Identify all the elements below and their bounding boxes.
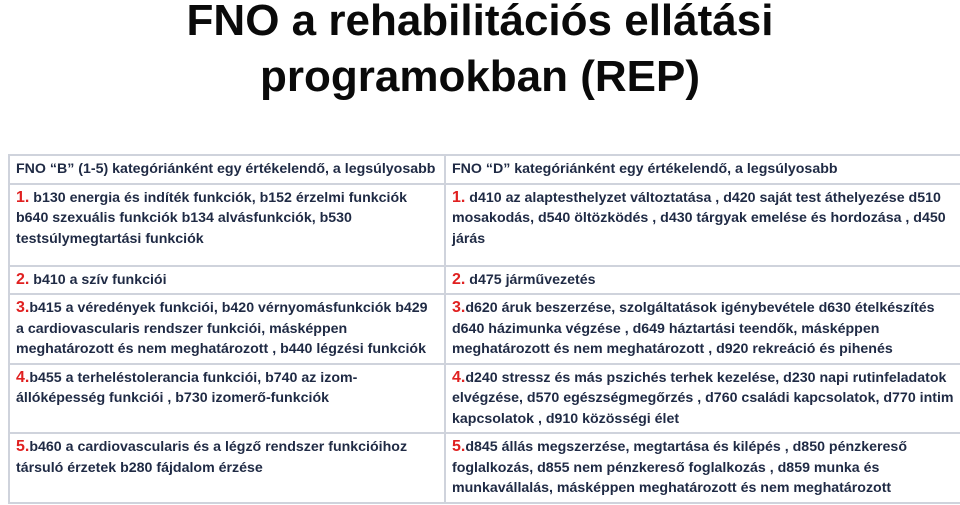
fno-table xyxy=(8,154,960,504)
left-cell xyxy=(9,294,445,364)
item-text: d240 stressz és más pszichés terhek kezelése, d230 napi rutinfeladatok elvégzése, d570 egészségmegőrzés , d760 családi kapcsolatok, d770 intim kapcsolatok , d910 közösségi élet xyxy=(452,369,954,427)
right-header: FNO “D” kategóriánként egy értékelendő, a legsúlyosabb xyxy=(445,155,960,184)
left-cell xyxy=(9,184,445,266)
left-cell xyxy=(9,266,445,295)
item-text: b410 a szív funkciói xyxy=(29,271,167,288)
item-text: d845 állás megszerzése, megtartása és kilépés , d850 pénzkereső foglalkozás, d855 nem pénzkereső foglalkozás , d859 munka és munkavállalás, másképpen meghatározott és nem meghatározott xyxy=(452,439,907,496)
table-row xyxy=(9,294,960,364)
left-header: FNO “B” (1-5) kategóriánként egy értékelendő, a legsúlyosabb xyxy=(9,155,445,184)
item-number: 1. xyxy=(16,188,30,206)
title-line-1: FNO a rehabilitációs ellátási xyxy=(186,0,774,45)
item-number: 5. xyxy=(452,438,466,455)
item-number: 4. xyxy=(452,368,466,386)
item-number: 3. xyxy=(452,299,466,316)
item-text: d410 az alaptesthelyzet változtatása , d420 saját test áthelyezése d510 mosakodás, d540 öltözködés , d430 tárgyak emelése és hordozása , d450 járás xyxy=(452,189,946,247)
right-cell xyxy=(445,294,960,364)
item-text: d475 járművezetés xyxy=(465,271,596,288)
table-row xyxy=(9,364,960,434)
item-number: 2. xyxy=(452,270,466,288)
item-text: b460 a cardiovascularis és a légző rendszer funkcióihoz társuló érzetek b280 fájdalom érzése xyxy=(16,439,408,476)
item-number: 1. xyxy=(452,188,466,206)
item-text: b130 energia és indíték funkciók, b152 érzelmi funkciók b640 szexuális funkciók b134 alvásfunkciók, b530 testsúlymegtartási funkciók xyxy=(16,189,408,247)
item-text: b415 a véredények funkciói, b420 vérnyomásfunkciók b429 a cardiovascularis rendszer funkciói, másképpen meghatározott és nem meghatározott , b440 légzési funkciók xyxy=(16,300,428,357)
page-title xyxy=(0,0,960,102)
left-cell xyxy=(9,364,445,434)
right-cell xyxy=(445,364,960,434)
item-number: 3. xyxy=(16,299,30,316)
right-cell xyxy=(445,266,960,295)
title-line-2: programokban (REP) xyxy=(259,52,701,101)
item-number: 2. xyxy=(16,270,30,288)
table-row xyxy=(9,266,960,295)
table-row xyxy=(9,433,960,503)
item-number: 5. xyxy=(16,438,30,455)
item-number: 4. xyxy=(16,368,30,386)
table-row xyxy=(9,184,960,266)
right-cell xyxy=(445,184,960,266)
item-text: d620 áruk beszerzése, szolgáltatások igénybevétele d630 ételkészítés d640 házimunka végzése , d649 háztartási teendők, másképpen meghatározott és nem meghatározott , d920 rekreáció és pihenés xyxy=(452,300,935,357)
item-text: b455 a terheléstolerancia funkciói, b740 az izom-állóképesség funkciói , b730 izomerő-funkciók xyxy=(16,369,358,406)
table-header-row xyxy=(9,155,960,184)
left-cell xyxy=(9,433,445,503)
right-cell xyxy=(445,433,960,503)
